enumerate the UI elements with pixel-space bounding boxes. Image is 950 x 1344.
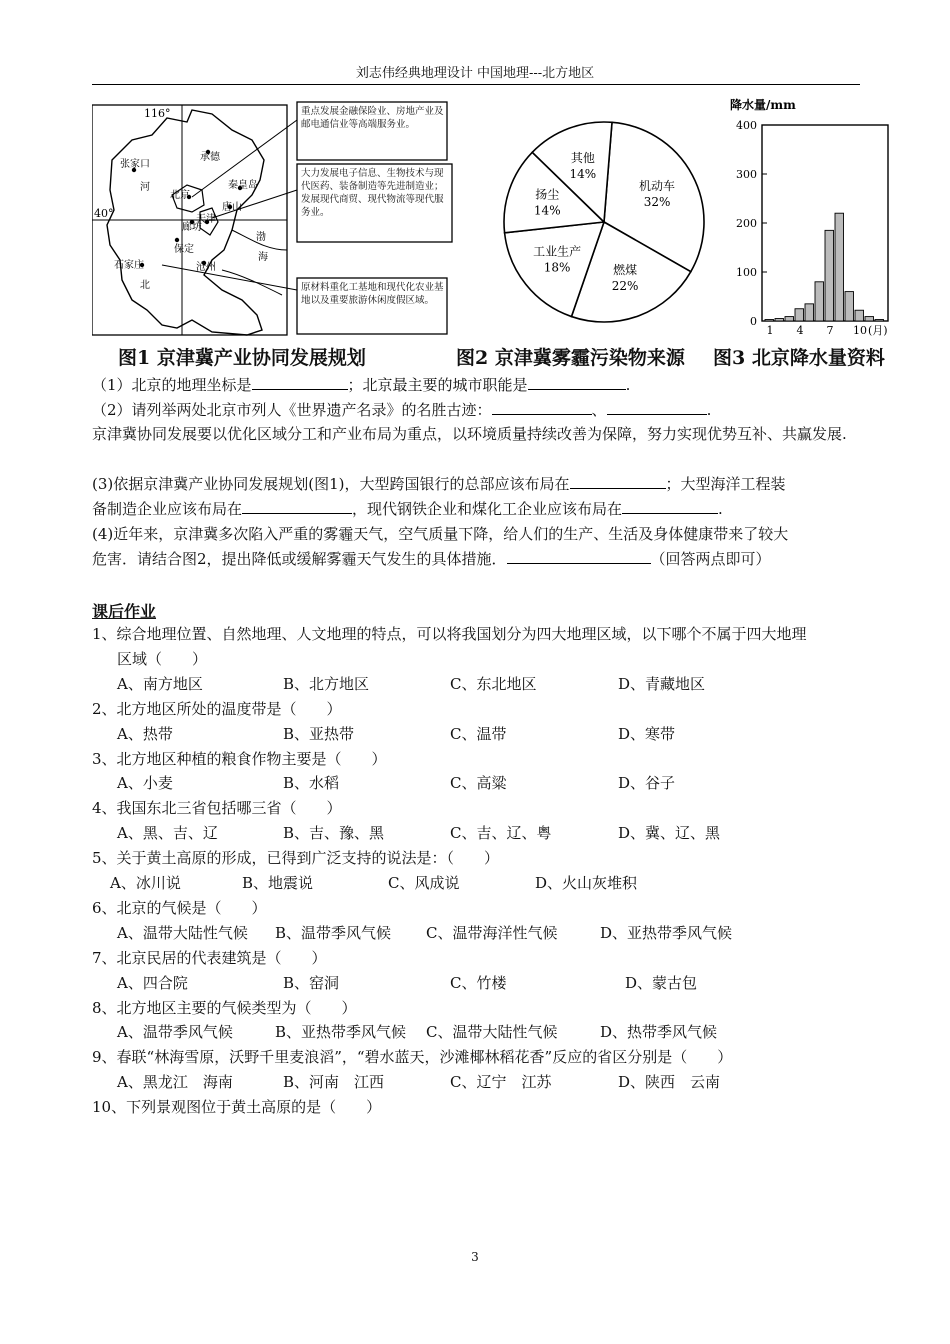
question-stem: 8、北方地区主要的气候类型为（ ） xyxy=(92,998,357,1017)
option-b[interactable]: B、温带季风气候 xyxy=(275,923,392,942)
map-box-hebei: 原材料重化工基地和现代化农业基地以及重要旅游休闲度假区域。 xyxy=(301,282,444,306)
precip-bar xyxy=(815,282,824,321)
homework-title: 课后作业 xyxy=(92,602,157,621)
option-d[interactable]: D、陕西 云南 xyxy=(618,1073,721,1092)
header-rule xyxy=(92,84,860,85)
precip-bar xyxy=(775,319,784,321)
lat-label: 40° xyxy=(94,207,114,220)
map-label: 天津 xyxy=(196,214,216,225)
option-d[interactable]: D、热带季风气候 xyxy=(600,1023,718,1042)
map-label: 保定 xyxy=(174,244,194,255)
answer-blank[interactable] xyxy=(528,374,626,390)
pie-value-label: 18% xyxy=(543,260,571,275)
precip-bar xyxy=(765,320,774,321)
page-header: 刘志伟经典地理设计 中国地理---北方地区 xyxy=(355,66,595,81)
pie-category-label: 燃煤 xyxy=(613,263,638,278)
map-label: 唐山 xyxy=(222,202,242,213)
map-label: 河 xyxy=(140,182,150,193)
option-c[interactable]: C、风成说 xyxy=(388,874,460,892)
map-label: 海 xyxy=(258,252,268,263)
precip-bar xyxy=(875,320,884,321)
option-d[interactable]: D、蒙古包 xyxy=(625,973,698,992)
question-stem: 7、北京民居的代表建筑是（ ） xyxy=(92,948,327,967)
map-label: 北 xyxy=(140,280,150,291)
option-c[interactable]: C、辽宁 江苏 xyxy=(450,1073,552,1092)
precip-bar xyxy=(855,310,864,321)
answer-blank[interactable] xyxy=(622,498,718,514)
caption-fig3: 图3 北京降水量资料 xyxy=(713,347,885,369)
pie-value-label: 14% xyxy=(533,203,561,218)
map-box-beijing: 重点发展金融保险业、房地产业及邮电通信业等高端服务业。 xyxy=(301,106,444,130)
option-d[interactable]: D、火山灰堆积 xyxy=(535,874,638,892)
option-a[interactable]: A、冰川说 xyxy=(110,874,181,892)
option-a[interactable]: A、四合院 xyxy=(117,973,188,992)
map-label: 廊坊 xyxy=(182,222,202,233)
map-label: 北京 xyxy=(170,190,190,201)
pie-category-label: 工业生产 xyxy=(533,244,582,259)
x-tick-label: 7 xyxy=(826,324,834,337)
option-c[interactable]: C、温带大陆性气候 xyxy=(426,1023,558,1042)
question-4-line2: 危害．请结合图2，提出降低或缓解雾霾天气发生的具体措施． （回答两点即可） xyxy=(92,550,771,568)
question-stem: 6、北京的气候是（ ） xyxy=(92,898,267,917)
map-label: 秦皇岛 xyxy=(228,180,258,191)
question-stem: 9、春联“林海雪原，沃野千里麦浪滔”，“碧水蓝天，沙滩椰林稻花香”反应的省区分别是（ ） xyxy=(92,1048,733,1067)
question-stem: 4、我国东北三省包括哪三省（ ） xyxy=(92,799,342,818)
pie-category-label: 机动车 xyxy=(639,179,676,194)
precip-bar xyxy=(845,292,854,321)
option-a[interactable]: A、温带季风气候 xyxy=(117,1023,233,1042)
option-c[interactable]: C、温带 xyxy=(450,724,507,743)
option-d[interactable]: D、寒带 xyxy=(618,724,676,743)
x-tick-label: 10 xyxy=(853,324,867,337)
question-stem: 1、综合地理位置、自然地理、人文地理的特点，可以将我国划分为四大地理区域，以下哪个不属于四大地理 xyxy=(92,625,807,643)
question-1: （1）北京的地理坐标是 ；北京最主要的城市职能是 . xyxy=(92,376,631,394)
x-axis-unit: (月) xyxy=(868,324,888,337)
option-a[interactable]: A、南方地区 xyxy=(117,674,203,693)
figure-2-pie xyxy=(494,118,714,326)
x-tick-label: 4 xyxy=(796,324,804,337)
precip-bar xyxy=(805,304,814,321)
question-3-line1: (3)依据京津冀产业协同发展规划(图1)，大型跨国银行的总部应该布局在 ；大型海洋工程装 xyxy=(92,475,786,493)
answer-blank[interactable] xyxy=(252,374,348,390)
option-b[interactable]: B、河南 江西 xyxy=(283,1073,385,1092)
caption-fig1: 图1 京津冀产业协同发展规划 xyxy=(118,347,366,369)
precip-bar xyxy=(835,213,844,321)
option-d[interactable]: D、冀、辽、黑 xyxy=(618,824,721,843)
y-tick-label: 300 xyxy=(736,168,757,181)
pie-value-label: 32% xyxy=(643,195,671,210)
option-c[interactable]: C、竹楼 xyxy=(450,973,507,992)
y-tick-label: 400 xyxy=(736,119,757,132)
question-stem-cont: 区域（ ） xyxy=(117,649,208,668)
question-2: （2）请列举两处北京市列人《世界遗产名录》的名胜古迹： 、 . xyxy=(92,401,712,419)
option-c[interactable]: C、吉、辽、粤 xyxy=(450,824,552,843)
answer-blank[interactable] xyxy=(570,473,666,489)
precip-bar xyxy=(795,309,804,321)
map-label: 渤 xyxy=(256,232,266,243)
option-d[interactable]: D、青藏地区 xyxy=(618,674,706,693)
question-stem: 5、关于黄土高原的形成，已得到广泛支持的说法是：（ ） xyxy=(92,849,500,868)
option-c[interactable]: C、东北地区 xyxy=(450,674,537,693)
map-label: 承德 xyxy=(200,152,220,163)
precip-bar xyxy=(825,230,834,321)
option-b[interactable]: B、地震说 xyxy=(242,874,314,892)
pie-value-label: 14% xyxy=(569,166,597,181)
figure-1-map xyxy=(92,100,454,340)
option-b[interactable]: B、亚热带季风气候 xyxy=(275,1023,407,1042)
option-a[interactable]: A、黑、吉、辽 xyxy=(117,824,218,843)
map-label: 沧州 xyxy=(196,262,216,273)
page-number: 3 xyxy=(471,1250,479,1264)
caption-fig2: 图2 京津冀雾霾污染物来源 xyxy=(456,347,685,369)
answer-blank[interactable] xyxy=(242,498,352,514)
option-a[interactable]: A、温带大陆性气候 xyxy=(117,923,248,942)
option-d[interactable]: D、亚热带季风气候 xyxy=(600,923,733,942)
precip-bar xyxy=(865,317,874,321)
x-tick-label: 1 xyxy=(766,324,774,337)
option-a[interactable]: A、小麦 xyxy=(117,774,173,793)
option-d[interactable]: D、谷子 xyxy=(618,774,676,793)
question-stem: 3、北方地区种植的粮食作物主要是（ ） xyxy=(92,749,387,768)
option-c[interactable]: C、高粱 xyxy=(450,774,507,793)
lon-label: 116° xyxy=(144,107,171,120)
pie-category-label: 扬尘 xyxy=(535,187,560,202)
y-tick-label: 200 xyxy=(736,217,757,230)
option-b[interactable]: B、窑洞 xyxy=(283,973,340,992)
bar-svg xyxy=(728,95,900,343)
pie-svg xyxy=(494,118,714,326)
pie-category-label: 其他 xyxy=(570,150,595,165)
answer-blank[interactable] xyxy=(607,399,707,415)
y-tick-label: 100 xyxy=(736,266,757,279)
option-a[interactable]: A、黑龙江 海南 xyxy=(117,1073,233,1092)
intro-paragraph: 京津冀协同发展要以优化区域分工和产业布局为重点，以环境质量持续改善为保障，努力实现优势互补、共赢发展. xyxy=(92,425,847,443)
figure-3-bars xyxy=(728,95,900,343)
question-stem: 2、北方地区所处的温度带是（ ） xyxy=(92,699,342,718)
answer-blank[interactable] xyxy=(507,548,651,564)
option-b[interactable]: B、吉、豫、黑 xyxy=(283,824,385,843)
question-3-line2: 备制造企业应该布局在 ，现代钢铁企业和煤化工企业应该布局在 . xyxy=(92,500,723,518)
question-4-line1: (4)近年来，京津冀多次陷入严重的雾霾天气，空气质量下降，给人们的生产、生活及身体健康带来了较大 xyxy=(92,525,789,543)
map-label: 张家口 xyxy=(120,159,150,170)
y-tick-label: 0 xyxy=(750,315,757,328)
option-b[interactable]: B、水稻 xyxy=(283,774,340,793)
question-stem: 10、下列景观图位于黄土高原的是（ ） xyxy=(92,1098,382,1117)
option-b[interactable]: B、北方地区 xyxy=(283,674,370,693)
option-a[interactable]: A、热带 xyxy=(117,724,173,743)
y-axis-label: 降水量/mm xyxy=(730,98,796,112)
map-label: 石家庄 xyxy=(114,260,144,271)
option-c[interactable]: C、温带海洋性气候 xyxy=(426,923,558,942)
precip-bar xyxy=(785,317,794,321)
map-box-tianjin: 大力发展电子信息、生物技术与现代医药、装备制造等先进制造业；发展现代商贸、现代物流等现代服务业。 xyxy=(301,168,444,218)
answer-blank[interactable] xyxy=(492,399,592,415)
option-b[interactable]: B、亚热带 xyxy=(283,724,355,743)
pie-value-label: 22% xyxy=(611,279,639,294)
